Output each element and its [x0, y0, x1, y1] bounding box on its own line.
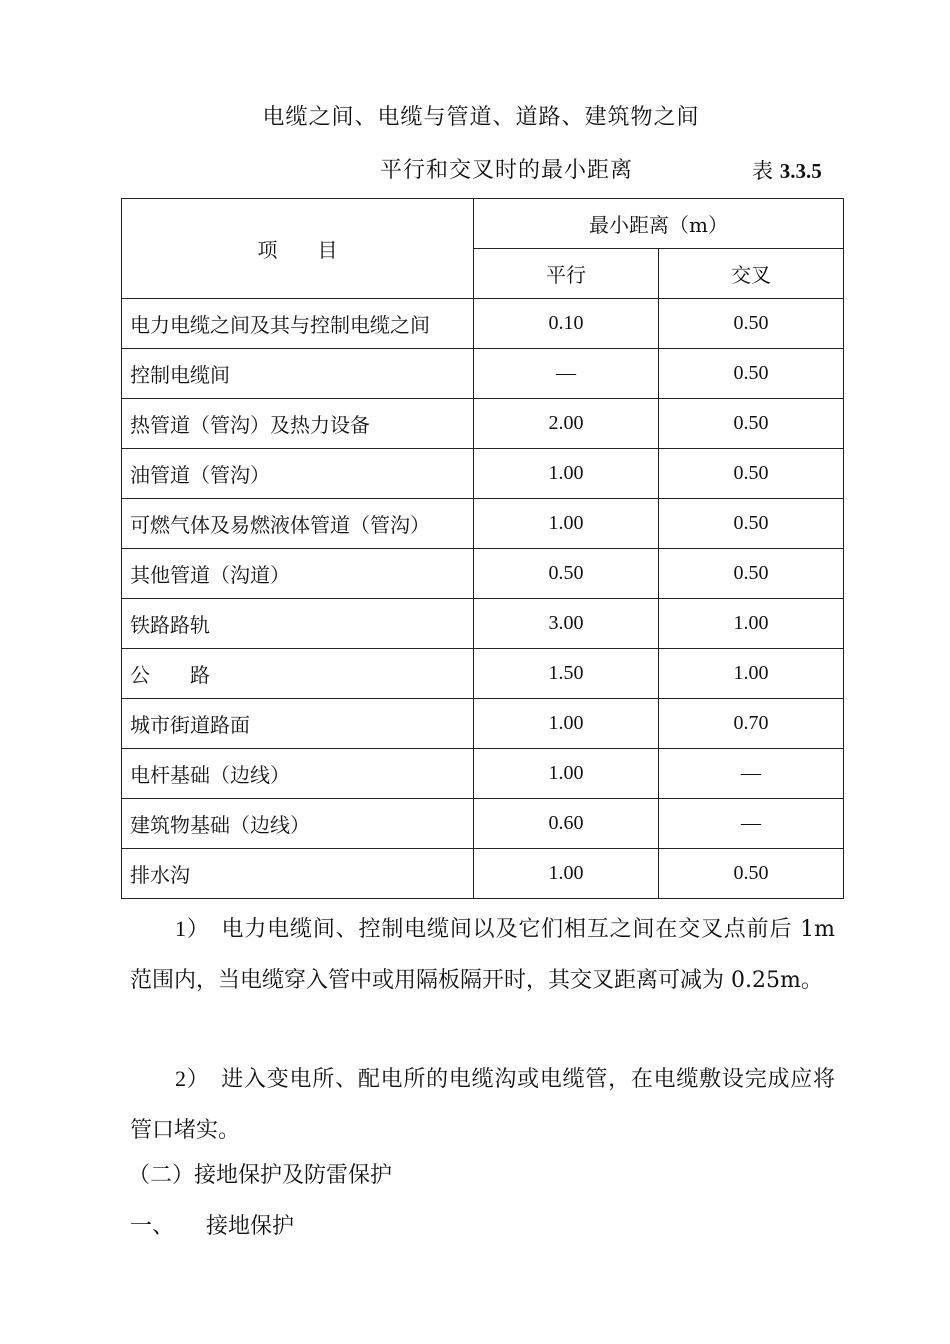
row-parallel: 1.00	[474, 849, 659, 899]
section-heading: （二）接地保护及防雷保护	[128, 1163, 393, 1188]
row-cross: 0.50	[659, 399, 844, 449]
row-item: 电杆基础（边线）	[122, 749, 474, 799]
table-row	[122, 449, 844, 499]
table-row	[122, 799, 844, 849]
row-parallel: 1.00	[474, 449, 659, 499]
table-row	[122, 749, 844, 799]
row-item: 铁路路轨	[122, 599, 474, 649]
table-row	[122, 599, 844, 649]
note-1: 1） 电力电缆间、控制电缆间以及它们相互之间在交叉点前后 1m 范围内，当电缆穿入管中或用隔板隔开时，其交叉距离可减为 0.25m。	[130, 916, 835, 993]
row-parallel: 0.60	[474, 799, 659, 849]
row-parallel: 3.00	[474, 599, 659, 649]
row-item: 可燃气体及易燃液体管道（管沟）	[122, 499, 474, 549]
row-cross: 0.50	[659, 449, 844, 499]
row-cross: 0.50	[659, 349, 844, 399]
row-cross: 0.50	[659, 849, 844, 899]
row-item: 电力电缆之间及其与控制电缆之间	[122, 299, 474, 349]
row-parallel: 0.10	[474, 299, 659, 349]
table-row	[122, 399, 844, 449]
table-row	[122, 699, 844, 749]
row-item: 城市街道路面	[122, 699, 474, 749]
table-row	[122, 349, 844, 399]
table-row	[122, 299, 844, 349]
row-item: 其他管道（沟道）	[122, 549, 474, 599]
row-item: 排水沟	[122, 849, 474, 899]
row-item: 公 路	[122, 649, 474, 699]
row-cross: 1.00	[659, 649, 844, 699]
header-min-distance: 最小距离（m）	[474, 199, 844, 249]
row-parallel: 0.50	[474, 549, 659, 599]
table-row	[122, 649, 844, 699]
row-item: 油管道（管沟）	[122, 449, 474, 499]
row-parallel: —	[474, 349, 659, 399]
table-row	[122, 549, 844, 599]
row-cross: 0.70	[659, 699, 844, 749]
row-cross: —	[659, 799, 844, 849]
header-item: 项 目	[122, 199, 474, 299]
row-parallel: 1.50	[474, 649, 659, 699]
table-title-line1: 电缆之间、电缆与管道、道路、建筑物之间	[262, 105, 700, 130]
note-2: 2） 进入变电所、配电所的电缆沟或电缆管，在电缆敷设完成应将管口堵实。	[130, 1066, 835, 1143]
row-item: 热管道（管沟）及热力设备	[122, 399, 474, 449]
row-cross: 0.50	[659, 299, 844, 349]
row-parallel: 1.00	[474, 499, 659, 549]
row-parallel: 1.00	[474, 749, 659, 799]
row-item: 建筑物基础（边线）	[122, 799, 474, 849]
row-parallel: 1.00	[474, 699, 659, 749]
row-cross: 0.50	[659, 549, 844, 599]
row-cross: 0.50	[659, 499, 844, 549]
header-cross: 交叉	[659, 249, 844, 299]
distance-table	[121, 198, 844, 899]
table-row	[122, 849, 844, 899]
table-row	[122, 499, 844, 549]
row-cross: —	[659, 749, 844, 799]
table-title-line2: 平行和交叉时的最小距离	[380, 158, 634, 183]
row-item: 控制电缆间	[122, 349, 474, 399]
row-cross: 1.00	[659, 599, 844, 649]
header-parallel: 平行	[474, 249, 659, 299]
table-number: 表 3.3.5	[752, 159, 822, 183]
subsection-heading: 一、 接地保护	[130, 1214, 295, 1239]
row-parallel: 2.00	[474, 399, 659, 449]
